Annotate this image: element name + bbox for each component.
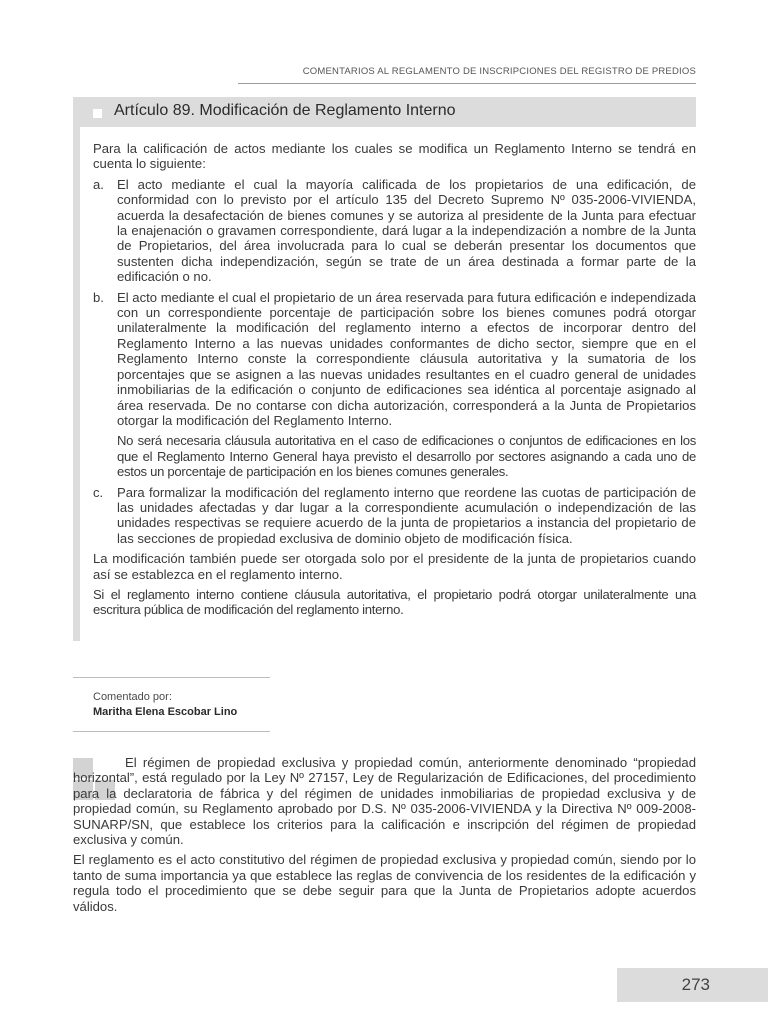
article-bullet-square (93, 109, 102, 118)
article-body (93, 141, 696, 623)
comment-divider-top (73, 677, 270, 678)
commentary-paragraph: El régimen de propiedad exclusiva y propiedad común, anteriormente denominado “propiedad horizontal”, está regulado por la Ley Nº 27157, Ley de Regularización de Edificaciones, del procedimiento para la declaratoria de fábrica y del régimen de unidades inmobiliarias de propiedad exclusiva y de propiedad común, su Reglamento aprobado por D.S. Nº 035-2006-VIVIENDA y la Directiva Nº 009-2008-SUNARP/SN, que establece los criterios para la calificación e inscripción del régimen de propiedad exclusiva y común. (73, 755, 696, 848)
running-header: COMENTARIOS AL REGLAMENTO DE INSCRIPCIONES DEL REGISTRO DE PREDIOS (302, 66, 696, 77)
page-number: 273 (681, 975, 710, 994)
list-marker: a. (93, 176, 104, 192)
list-item-paragraph: Para formalizar la modificación del reglamento interno que reordene las cuotas de participación de las unidades afectadas y dar lugar a la correspondiente acumulación o independización de las unidades respectivas se requiere acuerdo de la junta de propietarios a instancia del propietario de las secciones de propiedad exclusiva de dominio objeto de modificación física. (117, 484, 696, 546)
article-title: Artículo 89. Modificación de Reglamento Interno (114, 102, 456, 119)
article-side-bar (73, 127, 80, 641)
list-item-paragraph: El acto mediante el cual el propietario de un área reservada para futura edificación e independizada con un correspondiente porcentaje de participación sobre los bienes comunes podrá otorgar unilateralmente la modificación del reglamento interno a efectos de incorporar dentro del Reglamento Interno a las nuevas unidades conformantes de dicho sector, siempre que en el Reglamento Interno conste la correspondiente cláusula autoritativa y la sumatoria de los porcentajes que se asignen a las nuevas unidades resultantes en el cuadro general de unidades inmobiliarias de la edificación o conjunto de edificaciones sea idéntica al porcentaje asignado al área reservada. De no contarse con dicha autorización, corresponderá a la Junta de Propietarios otorgar la modificación del Reglamento Interno. (117, 289, 696, 428)
list-marker: b. (93, 289, 104, 305)
commentary-paragraph: El reglamento es el acto constitutivo del régimen de propiedad exclusiva y propiedad común, siendo por lo tanto de suma importancia ya que establece las reglas de convivencia de los residentes de la edificación y regula todo el procedimiento que se debe seguir para que la Junta de Propietarios adopte acuerdos válidos. (73, 852, 696, 914)
list-item-note: No será necesaria cláusula autoritativa en el caso de edificaciones o conjuntos de edificaciones en los que el Reglamento Interno General haya previsto el desarrollo por sectores asignando a cada uno de estos un porcentaje de participación en los bienes comunes generales. (117, 433, 696, 480)
header-rule (238, 83, 696, 84)
commented-by-label: Comentado por: (93, 691, 172, 703)
commentary-body (73, 755, 696, 919)
closing-paragraph: La modificación también puede ser otorgada solo por el presidente de la junta de propietarios cuando así se establezca en el reglamento interno. (93, 551, 696, 582)
list-marker: c. (93, 484, 104, 500)
closing-paragraph: Si el reglamento interno contiene cláusula autoritativa, el propietario podrá otorgar unilateralmente una escritura pública de modificación del reglamento interno. (93, 586, 696, 618)
list-item-a (93, 177, 696, 285)
list-item-paragraph: El acto mediante el cual la mayoría calificada de los propietarios de una edificación, de conformidad con lo previsto por el artículo 135 del Decreto Supremo Nº 035-2006-VIVIENDA, acuerda la desafectación de bienes comunes y se autoriza al presidente de la Junta para efectuar la enajenación o gravamen correspondiente, dará lugar a la independización a nombre de la Junta de Propietarios, del área involucrada para lo cual se deberán presentar los documentos que sustenten dicha independización, según se trate de un área destinada a formar parte de la edificación o no. (117, 176, 696, 285)
article-intro: Para la calificación de actos mediante los cuales se modifica un Reglamento Interno se tendrá en cuenta lo siguiente: (93, 141, 696, 172)
list-item-b (93, 290, 696, 480)
comment-divider-bottom (73, 731, 270, 732)
commented-by-name: Maritha Elena Escobar Lino (93, 706, 238, 718)
list-item-c (93, 485, 696, 547)
